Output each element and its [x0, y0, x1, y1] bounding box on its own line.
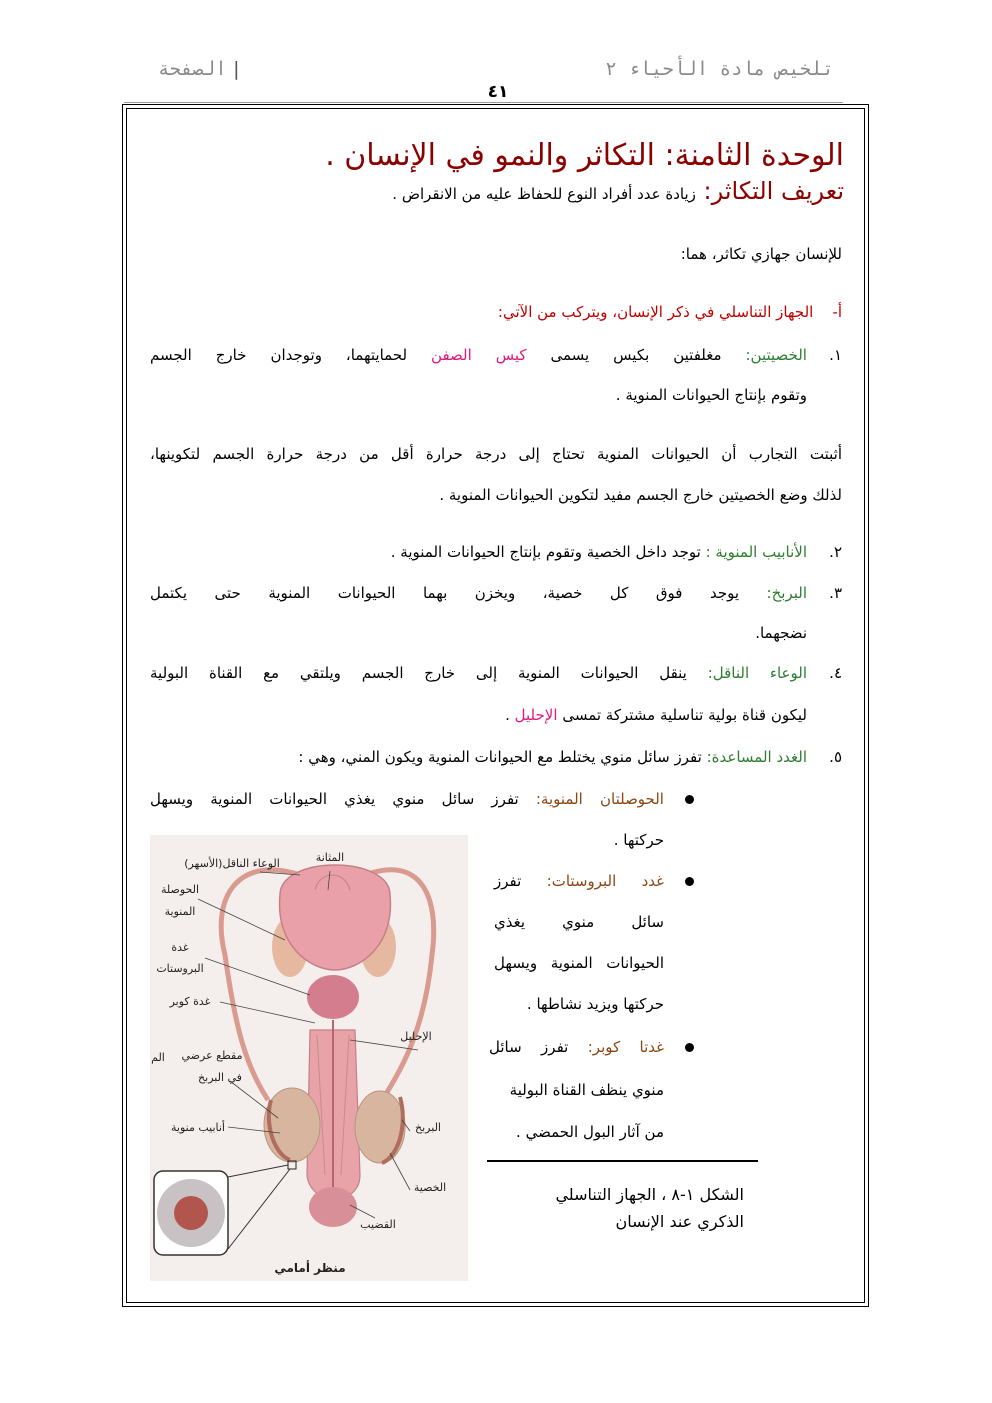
caption-divider — [487, 1160, 758, 1162]
bullet-2-dot — [685, 877, 694, 886]
figure-caption-line1: الشكل ١-٨ ، الجهاز التناسلي — [555, 1185, 744, 1204]
bullet-2-line4: حركتها ويزيد نشاطها . — [526, 995, 664, 1013]
label-cross-section-2: في البربخ — [198, 1071, 242, 1084]
bullet-3-line1: غدتا كوبر: تفرز سائل — [489, 1038, 664, 1056]
bullet-2-line3: الحيوانات المنوية ويسهل — [494, 954, 664, 972]
item-2-term: الأنابيب المنوية : — [705, 543, 807, 561]
bullet-1-dot — [685, 795, 694, 804]
label-front-view: منظر أمامي — [274, 1261, 346, 1275]
item-5-number: ٥. — [829, 748, 842, 766]
bullet-2-line2: سائل منوي يغذي — [494, 913, 664, 931]
experiment-note-line2: لذلك وضع الخصيتين خارج الجسم مفيد لتكوين الحيوانات المنوية . — [439, 486, 842, 504]
intro-text: للإنسان جهازي تكاثر، هما: — [680, 245, 842, 263]
bullet-3-dot — [685, 1043, 694, 1052]
label-prostate-2: البروستات — [156, 962, 204, 975]
label-seminal-vesicle-2: المنوية — [164, 905, 196, 918]
item-4-highlight: الإحليل — [514, 706, 558, 724]
prostate — [307, 975, 359, 1019]
section-a-heading — [498, 302, 842, 322]
glans — [309, 1187, 357, 1227]
bullet-2-line1: غدد البروستات: تفرز — [494, 872, 664, 890]
item-4-number: ٤. — [829, 664, 842, 682]
reproductive-diagram — [150, 835, 468, 1281]
item-3-term: البربخ: — [766, 584, 807, 602]
item-1-line2: وتقوم بإنتاج الحيوانات المنوية . — [615, 386, 807, 404]
label-vas-deferens: الوعاء الناقل(الأسهر) — [184, 857, 280, 870]
item-5-term: الغدد المساعدة: — [706, 748, 807, 766]
label-prostate-1: غدة — [171, 941, 189, 954]
item-4-line2: ليكون قناة بولية تناسلية مشتركة تمسى الإحليل . — [505, 706, 807, 724]
label-testis: الخصية — [413, 1181, 447, 1194]
item-1-term: الخصيتين: — [745, 346, 807, 364]
item-1-highlight: كيس الصفن — [431, 346, 527, 364]
diagram-svg — [150, 835, 468, 1281]
definition-text: زيادة عدد أفراد النوع للحفاظ عليه من الانقراض . — [392, 185, 696, 203]
bullet-2-term: غدد البروستات: — [546, 872, 664, 890]
header-title: تلخيص مادة الأحياء ٢ — [605, 58, 834, 80]
experiment-note-line1: أثبتت التجارب أن الحيوانات المنوية تحتاج إلى درجة حرارة أقل من درجة حرارة الجسم لتكوينها، — [150, 445, 842, 463]
label-penis: القضيب — [360, 1218, 396, 1231]
page-number: ٤١ — [487, 82, 509, 102]
label-cut: الم — [151, 1051, 165, 1064]
item-5-line: الغدد المساعدة: تفرز سائل منوي يختلط مع الحيوانات المنوية ويكون المني، وهي : — [298, 748, 807, 766]
item-4-term: الوعاء الناقل: — [707, 664, 807, 682]
definition — [392, 176, 844, 209]
figure-caption-line2: الذكري عند الإنسان — [615, 1212, 744, 1231]
header-page-label: |الصفحة — [158, 58, 243, 80]
item-4-line1: الوعاء الناقل: ينقل الحيوانات المنوية إلى خارج الجسم ويلتقي مع القناة البولية — [150, 664, 807, 682]
label-bladder: المثانة — [315, 851, 345, 864]
unit-title: الوحدة الثامنة: التكاثر والنمو في الإنسان . — [325, 138, 844, 173]
definition-term: تعريف التكاثر: — [703, 177, 844, 205]
section-a-title: الجهاز التناسلي في ذكر الإنسان، ويتركب من الآتي: — [497, 303, 814, 321]
cross-section-inner — [174, 1196, 208, 1230]
item-1-line1: الخصيتين: مغلفتين بكيس يسمى كيس الصفن لحمايتهما، وتوجدان خارج الجسم — [150, 346, 807, 364]
label-cowper: غدة كوبر — [169, 995, 211, 1008]
label-urethra: الإحليل — [400, 1030, 432, 1043]
testis-left — [264, 1088, 320, 1162]
zoom-line-2 — [228, 1169, 290, 1249]
bullet-1-term: الحوصلتان المنوية: — [535, 790, 664, 808]
item-3-line2: نضجهما. — [755, 624, 807, 642]
item-3-line1: البربخ: يوجد فوق كل خصية، ويخزن بهما الحيوانات المنوية حتى يكتمل — [150, 584, 807, 602]
bullet-3-line3: من آثار البول الحمضي . — [516, 1123, 664, 1141]
bullet-1-line1: الحوصلتان المنوية: تفرز سائل منوي يغذي الحيوانات المنوية ويسهل — [150, 790, 664, 808]
label-cross-section-1: مقطع عرضي — [181, 1049, 243, 1062]
zoom-line-1 — [228, 1165, 288, 1177]
bullet-3-term: غدتا كوبر: — [587, 1038, 664, 1056]
item-2-number: ٢. — [829, 543, 842, 561]
item-1-number: ١. — [829, 346, 842, 364]
testis-right — [355, 1091, 405, 1163]
label-seminal-vesicle-1: الحوصلة — [160, 883, 200, 896]
label-seminiferous: أنابيب منوية — [170, 1121, 226, 1134]
section-a-letter: أ- — [832, 303, 842, 321]
bullet-1-line2: حركتها . — [613, 831, 664, 849]
item-2-line: الأنابيب المنوية : توجد داخل الخصية وتقوم بإنتاج الحيوانات المنوية . — [390, 543, 807, 561]
item-3-number: ٣. — [829, 584, 842, 602]
header-divider — [124, 102, 843, 103]
bullet-3-line2: منوي ينظف القناة البولية — [509, 1081, 664, 1099]
label-epididymis: البربخ — [415, 1121, 441, 1134]
